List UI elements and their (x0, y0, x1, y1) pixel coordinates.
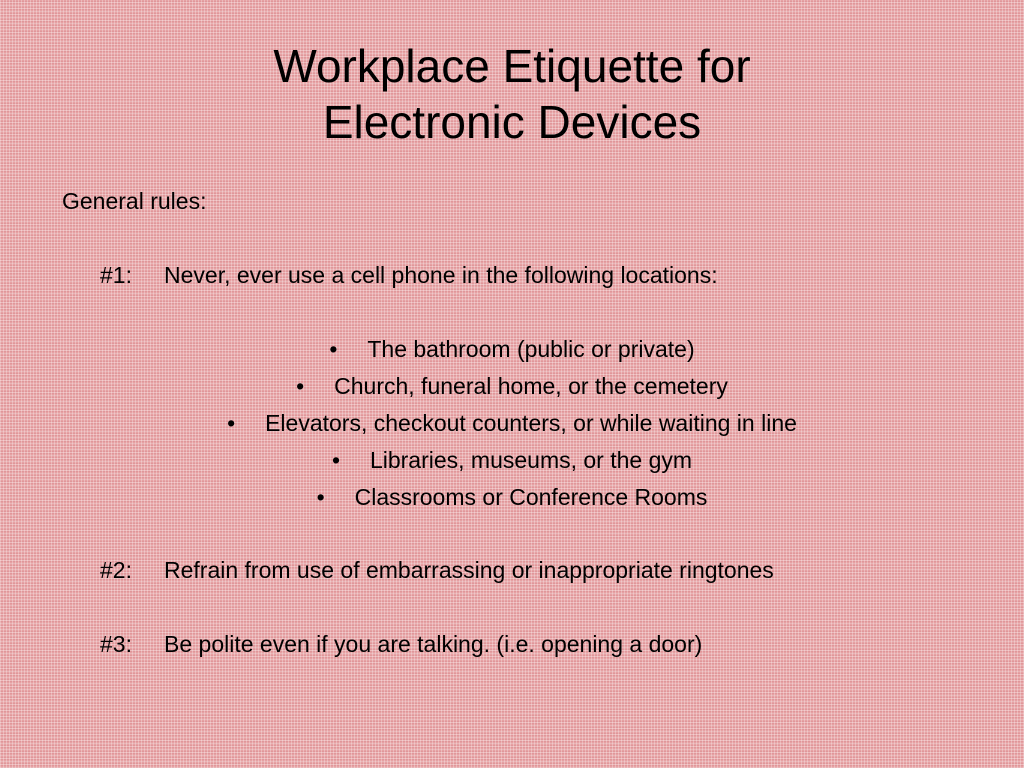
rule-1 (100, 261, 718, 289)
bullet-icon: • (296, 373, 305, 399)
list-item (0, 483, 1024, 520)
title-line-1: Workplace Etiquette for (273, 40, 751, 92)
bullet-icon: • (331, 447, 340, 473)
list-item (0, 409, 1024, 446)
rule-text: Refrain from use of embarrassing or inappropriate ringtones (164, 557, 774, 583)
list-item-text: Church, funeral home, or the cemetery (334, 373, 728, 399)
locations-list (0, 335, 1024, 520)
rule-3 (100, 630, 702, 658)
slide-title (0, 38, 1024, 150)
list-item-text: Elevators, checkout counters, or while waiting in line (265, 410, 797, 436)
rule-number: #1: (100, 262, 132, 288)
rule-number: #3: (100, 631, 132, 657)
rule-number: #2: (100, 557, 132, 583)
list-item-text: Classrooms or Conference Rooms (354, 484, 708, 510)
rule-2 (100, 556, 774, 584)
list-item (0, 446, 1024, 483)
bullet-icon: • (227, 410, 236, 436)
rule-text: Never, ever use a cell phone in the following locations: (164, 262, 718, 288)
bullet-icon: • (329, 336, 338, 362)
list-item-text: The bathroom (public or private) (367, 336, 695, 362)
general-rules-label: General rules: (62, 188, 207, 214)
bullet-icon: • (316, 484, 325, 510)
title-line-2: Electronic Devices (322, 96, 702, 148)
list-item (0, 372, 1024, 409)
list-item-text: Libraries, museums, or the gym (369, 447, 693, 473)
rule-text: Be polite even if you are talking. (i.e. opening a door) (164, 631, 703, 657)
list-item (0, 335, 1024, 372)
